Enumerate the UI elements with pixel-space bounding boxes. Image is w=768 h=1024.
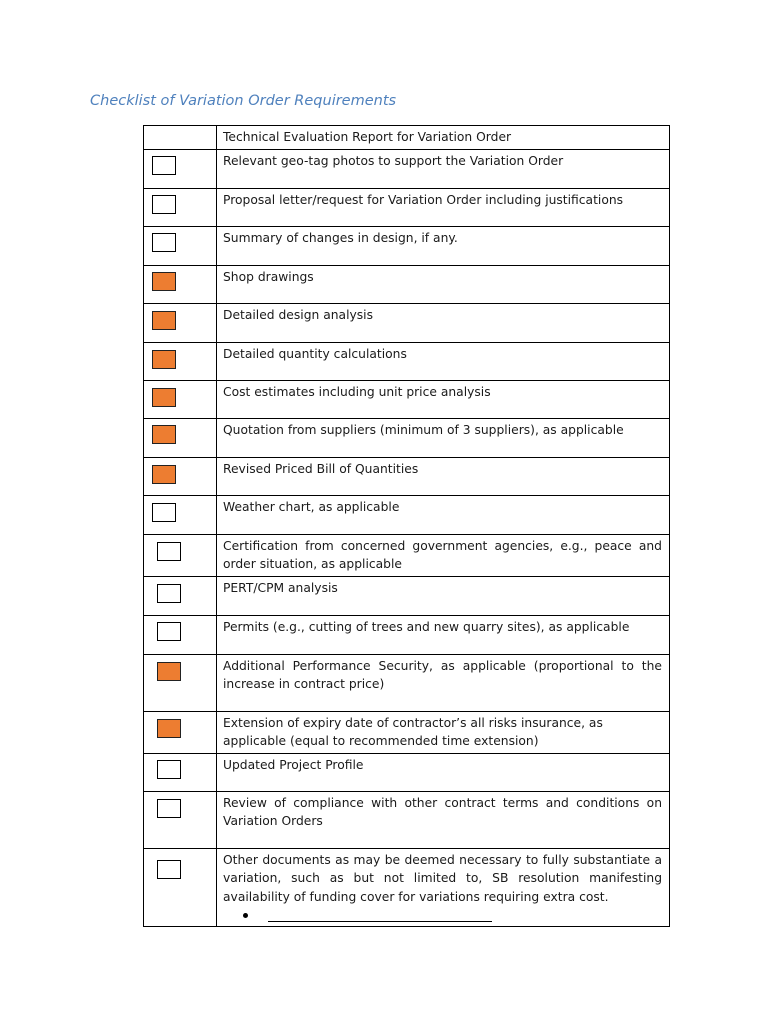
table-row [144,753,670,791]
table-header-row [144,126,670,150]
table-row [144,791,670,848]
table-row [144,342,670,380]
checkbox[interactable] [157,542,181,561]
item-label: Revised Priced Bill of Quantities [217,457,670,495]
header-box-cell [144,126,217,150]
table-row [144,418,670,457]
checkbox[interactable] [152,311,176,330]
checkbox[interactable] [152,272,176,291]
item-label: Review of compliance with other contract terms and conditions on Variation Orders [217,791,670,848]
item-label: Updated Project Profile [217,753,670,791]
checklist-table [143,125,670,927]
checkbox[interactable] [157,584,181,603]
table-row [144,495,670,534]
item-label: Additional Performance Security, as applicable (proportional to the increase in contract price) [217,654,670,711]
item-label: PERT/CPM analysis [217,576,670,615]
item-label: Weather chart, as applicable [217,495,670,534]
checkbox[interactable] [152,465,176,484]
checkbox[interactable] [152,425,176,444]
table-row [144,654,670,711]
checkbox[interactable] [157,662,181,681]
table-row [144,711,670,753]
table-row [144,188,670,226]
item-label: Quotation from suppliers (minimum of 3 suppliers), as applicable [217,418,670,457]
checkbox[interactable] [152,233,176,252]
item-label: Cost estimates including unit price analysis [217,380,670,418]
table-row [144,265,670,303]
checkbox[interactable] [157,622,181,641]
item-label: Relevant geo-tag photos to support the Variation Order [217,149,670,188]
table-row [144,226,670,265]
blank-bullet-entry [243,906,662,924]
checkbox[interactable] [152,503,176,522]
item-label: Detailed quantity calculations [217,342,670,380]
item-label: Certification from concerned government agencies, e.g., peace and order situation, as applicable [217,534,670,576]
table-row [144,380,670,418]
checkbox[interactable] [157,799,181,818]
table-row [144,615,670,654]
table-row [144,848,670,927]
checkbox[interactable] [152,195,176,214]
header-text: Technical Evaluation Report for Variation Order [217,126,670,150]
page-title: Checklist of Variation Order Requirements [90,93,397,109]
bullet-icon [243,913,248,918]
item-label: Shop drawings [217,265,670,303]
table-row [144,303,670,342]
item-label: Extension of expiry date of contractor’s all risks insurance, as applicable (equal to recommended time extension) [217,711,670,753]
item-label: Permits (e.g., cutting of trees and new quarry sites), as applicable [217,615,670,654]
table-row [144,457,670,495]
table-row [144,576,670,615]
blank-fill-line[interactable] [268,920,492,922]
checkbox[interactable] [157,860,181,879]
checkbox[interactable] [157,760,181,779]
item-label: Detailed design analysis [217,303,670,342]
checkbox[interactable] [152,350,176,369]
checkbox[interactable] [157,719,181,738]
item-label: Other documents as may be deemed necessary to fully substantiate a variation, such as but not limited to, SB resolution manifesting availability of funding cover for variations requiring extra cost. [223,852,662,904]
item-label: Proposal letter/request for Variation Order including justifications [217,188,670,226]
table-row [144,149,670,188]
item-label: Summary of changes in design, if any. [217,226,670,265]
table-row [144,534,670,576]
checkbox[interactable] [152,388,176,407]
checkbox[interactable] [152,156,176,175]
